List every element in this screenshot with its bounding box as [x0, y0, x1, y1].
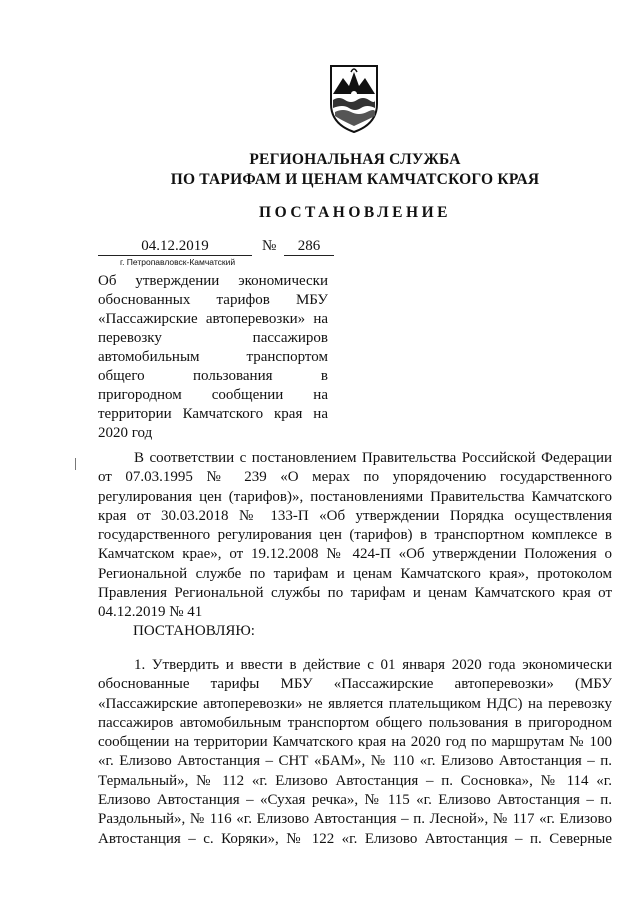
decree-item-1 [98, 656, 612, 849]
subject-line: общего пользования в [98, 368, 328, 384]
item-line: обоснованные тарифы МБУ «Пассажирские автоперевозки» (МБУ [98, 676, 612, 693]
preamble-line: регулирования цен (тарифов)», постановлениями Правительства Камчатского [98, 488, 612, 505]
number-sign: № [262, 238, 277, 254]
preamble-line: государственного регулирования цен (тарифов) в транспортном комплексе в [98, 527, 612, 544]
preamble-line: 04.12.2019 № 41 [98, 604, 203, 621]
preamble-paragraph [98, 449, 612, 623]
kamchatka-coat-of-arms-icon [327, 64, 381, 134]
document-type: ПОСТАНОВЛЕНИЕ [259, 204, 451, 221]
preamble-line: Региональной службе по тарифам и ценам Камчатского края», протоколом [98, 565, 612, 582]
subject-line: территории Камчатского края на [98, 406, 328, 422]
organization-name-line1: РЕГИОНАЛЬНАЯ СЛУЖБА [249, 151, 461, 168]
subject-line: «Пассажирские автоперевозки» на [98, 311, 328, 327]
item-line: «Пассажирские автоперевозки» не является плательщиком НДС) на перевозку [98, 695, 612, 712]
item-line: «г. Елизово Автостанция – СНТ «БАМ», № 110 «г. Елизово Автостанция – п. [98, 753, 612, 770]
organization-name-line2: ПО ТАРИФАМ И ЦЕНАМ КАМЧАТСКОГО КРАЯ [170, 171, 540, 188]
preamble-line: В соответствии с постановлением Правительства Российской Федерации [134, 450, 612, 466]
subject-line: обоснованных тарифов МБУ [98, 292, 328, 308]
preamble-line: Камчатском крае», от 19.12.2008 № 424-П «Об утверждении Положения о [98, 546, 612, 563]
item-line: Термальный», № 112 «г. Елизово Автостанция – п. Сосновка», № 114 «г. [98, 772, 612, 789]
subject-line: Об утверждении экономически [98, 273, 328, 289]
preamble-line: Правления Региональной службы по тарифам и ценам Камчатского края от [98, 585, 612, 602]
subject-line: автомобильным транспортом [98, 349, 328, 365]
document-subject [98, 272, 328, 443]
item-line: Елизово Автостанция – «Сухая речка», № 115 «г. Елизово Автостанция – п. [98, 792, 612, 809]
decree-word: ПОСТАНОВЛЯЮ: [133, 623, 255, 639]
item-line: 1. Утвердить и ввести в действие с 01 января 2020 года экономически [134, 657, 612, 673]
subject-line: перевозку пассажиров [98, 330, 328, 346]
document-number: 286 [284, 238, 334, 256]
subject-line: пригородном сообщении на [98, 387, 328, 403]
item-line: сообщении на территории Камчатского края на 2020 год по маршрутам № 100 [98, 734, 612, 751]
preamble-line: от 07.03.1995 № 239 «О мерах по упорядочению государственного [98, 469, 612, 486]
subject-line: 2020 год [98, 425, 153, 441]
item-line: Раздольный», № 116 «г. Елизово Автостанция – п. Лесной», № 117 «г. Елизово [98, 811, 612, 828]
margin-mark [75, 458, 76, 470]
document-place: г. Петропавловск-Камчатский [120, 257, 236, 267]
item-line: пассажиров автомобильным транспортом общего пользования в пригородном [98, 714, 612, 731]
item-line: Автостанция – с. Коряки», № 122 «г. Елизово Автостанция – п. Северные [98, 830, 612, 847]
preamble-line: края от 30.03.2018 № 133-П «Об утверждении Порядка осуществления [98, 507, 612, 524]
document-date: 04.12.2019 [98, 238, 252, 256]
